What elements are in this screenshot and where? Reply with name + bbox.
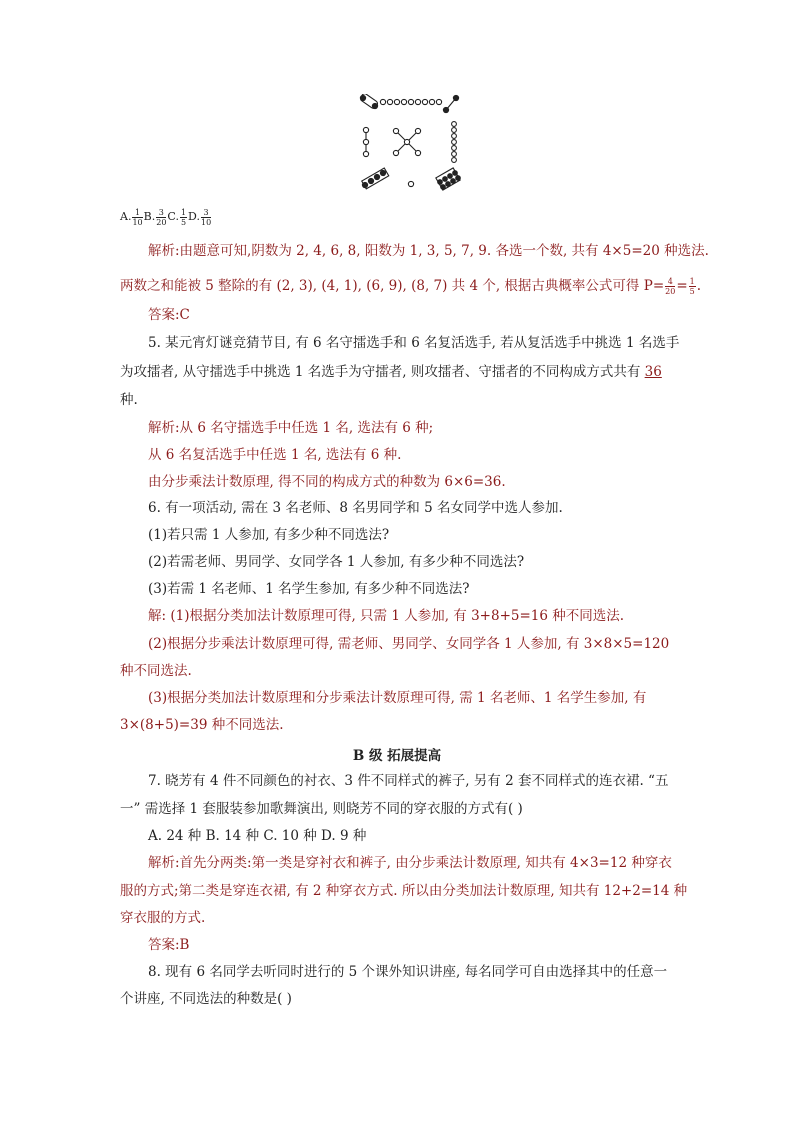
q7-answer: 答案:B bbox=[148, 937, 190, 953]
q5-question-line-1: 5. 某元宵灯谜竞猜节目, 有 6 名守擂选手和 6 名复活选手, 若从复活选手中挑选 1 名选手 bbox=[148, 335, 680, 351]
q7-analysis-2: 服的方式;第二类是穿连衣裙, 有 2 种穿衣方式. 所以由分类加法计数原理, 知共有 12+2=14 种 bbox=[120, 883, 688, 899]
q6-part-1: (1)若只需 1 人参加, 有多少种不同选法? bbox=[148, 527, 390, 543]
q5-answer-blank: 36 bbox=[644, 364, 662, 380]
option-c-label: C. bbox=[167, 210, 179, 223]
option-a-label: A. bbox=[120, 210, 132, 223]
option-b-fraction: $\frac{3}{20}$ bbox=[156, 207, 167, 227]
dot-pattern-figure bbox=[352, 94, 464, 194]
q7-question-line-2: 一” 需选择 1 套服装参加歌舞演出, 则晓芳不同的穿衣服的方式有( ) bbox=[120, 801, 523, 817]
q8-question-line-1: 8. 现有 6 名同学去听同时进行的 5 个课外知识讲座, 每名同学可自由选择其中的任意一 bbox=[148, 964, 668, 980]
q8-question-line-2: 个讲座, 不同选法的种数是( ) bbox=[120, 991, 292, 1007]
q5-solution-1: 解析:从 6 名守擂选手中任选 1 名, 选法有 6 种; bbox=[148, 420, 434, 436]
q7-options: A. 24 种 B. 14 种 C. 10 种 D. 9 种 bbox=[148, 828, 367, 844]
q6-part-3: (3)若需 1 名老师、1 名学生参加, 有多少种不同选法? bbox=[148, 581, 470, 597]
q6-solution-1: 解: (1)根据分类加法计数原理可得, 只需 1 人参加, 有 3+8+5=16 种不同选法. bbox=[148, 608, 625, 624]
q4-options bbox=[120, 207, 212, 227]
q5-question-line-2: 为攻擂者, 从守擂选手中挑选 1 名选手为守擂者, 则攻擂者、守擂者的不同构成方式共有 36 bbox=[120, 364, 662, 380]
option-d-label: D. bbox=[188, 210, 200, 223]
q7-question-line-1: 7. 晓芳有 4 件不同颜色的衬衣、3 件不同样式的裤子, 另有 2 套不同样式的连衣裙. “五 bbox=[148, 773, 669, 789]
q7-analysis-3: 穿衣服的方式. bbox=[120, 910, 206, 926]
section-b-heading: B 级 拓展提高 bbox=[352, 748, 442, 764]
option-c-fraction: $\frac{1}{5}$ bbox=[180, 207, 187, 227]
q7-analysis-1: 解析:首先分两类:第一类是穿衬衣和裤子, 由分步乘法计数原理, 知共有 4×3=12 种穿衣 bbox=[148, 855, 672, 871]
option-a-fraction: $\frac{1}{10}$ bbox=[132, 207, 143, 227]
q6-solution-3b: 3×(8+5)=39 种不同选法. bbox=[120, 717, 284, 733]
option-b-label: B. bbox=[143, 210, 156, 223]
q6-part-2: (2)若需老师、男同学、女同学各 1 人参加, 有多少种不同选法? bbox=[148, 554, 525, 570]
q6-solution-2b: 种不同选法. bbox=[120, 663, 192, 679]
q4-analysis-line-2: 两数之和能被 5 整除的有 (2, 3), (4, 1), (6, 9), (8, 7) 共 4 个, 根据古典概率公式可得 P= $\frac{4}{20}$ = $\frac{1}{5}$ . bbox=[120, 277, 702, 296]
q6-solution-3a: (3)根据分类加法计数原理和分步乘法计数原理可得, 需 1 名老师、1 名学生参加, 有 bbox=[148, 690, 647, 706]
q6-question: 6. 有一项活动, 需在 3 名老师、8 名男同学和 5 名女同学中选人参加. bbox=[148, 500, 563, 516]
q5-solution-3: 由分步乘法计数原理, 得不同的构成方式的种数为 6×6=36. bbox=[148, 474, 506, 490]
option-d-fraction: $\frac{3}{10}$ bbox=[200, 207, 212, 227]
q5-question-line-3: 种. bbox=[120, 392, 138, 408]
q4-analysis-line-1: 解析:由题意可知,阴数为 2, 4, 6, 8, 阳数为 1, 3, 5, 7, 9. 各选一个数, 共有 4×5=20 种选法. bbox=[148, 243, 709, 259]
q4-answer: 答案:C bbox=[148, 307, 190, 323]
q6-solution-2a: (2)根据分步乘法计数原理可得, 需老师、男同学、女同学各 1 人参加, 有 3×8×5=120 bbox=[148, 636, 670, 652]
q5-solution-2: 从 6 名复活选手中任选 1 名, 选法有 6 种. bbox=[148, 447, 402, 463]
